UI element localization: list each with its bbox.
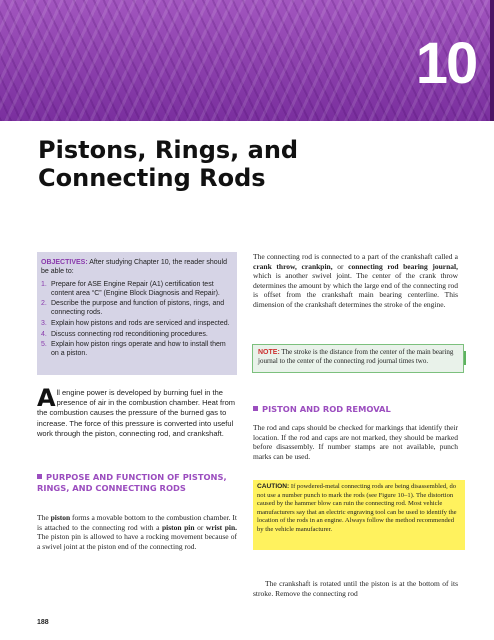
caution-label: CAUTION: bbox=[257, 483, 290, 490]
section-heading-text: PISTON AND ROD REMOVAL bbox=[262, 404, 391, 414]
section-heading-purpose bbox=[37, 472, 237, 493]
objectives-lead-text: After studying Chapter 10, the reader should be able to: bbox=[41, 259, 228, 275]
text-run: forms a movable bottom to the combustion chamber. It is attached to the connecting rod with a bbox=[37, 513, 237, 532]
objective-text: Describe the purpose and function of pistons, rings, and connecting rods. bbox=[51, 300, 225, 316]
objective-item bbox=[41, 341, 235, 358]
objective-text: Prepare for ASE Engine Repair (A1) certification test content area “C” (Engine Block Diagnosis and Repair). bbox=[51, 281, 220, 297]
text-run: The bbox=[37, 513, 51, 522]
body-paragraph-markings: The rod and caps should be checked for markings that identify their location. If the rod and caps are not marked, they should be marked before disassembly. If number stamps are not available, punch marks can be used. bbox=[253, 423, 458, 461]
drop-cap: A bbox=[37, 384, 56, 412]
body-paragraph-piston bbox=[37, 513, 237, 551]
objective-item bbox=[41, 300, 235, 317]
intro-paragraph bbox=[37, 384, 237, 439]
objectives-box bbox=[37, 252, 237, 375]
term-crank-throw: crank throw, crankpin, bbox=[253, 261, 333, 271]
banner-edge bbox=[490, 0, 494, 121]
objective-text: Explain how pistons and rods are serviced and inspected. bbox=[51, 319, 230, 327]
text-run: The connecting rod is connected to a part of the crankshaft called a bbox=[253, 252, 458, 261]
objective-text: Discuss connecting rod reconditioning procedures. bbox=[51, 330, 208, 338]
note-box bbox=[252, 344, 464, 373]
section-heading-text: PURPOSE AND FUNCTION OF PISTONS, RINGS, AND CONNECTING RODS bbox=[37, 472, 227, 493]
intro-text: ll engine power is developed by burning fuel in the presence of air in the combustion chamber. Heat from the combustion causes the pressure of the burned gas to increase. The force of this pressure is converted into useful work through the piston, connecting rod, and crankshaft. bbox=[37, 388, 235, 438]
caution-box bbox=[253, 480, 465, 550]
objective-number: 1. bbox=[41, 281, 47, 288]
caution-text: If powdered-metal connecting rods are being disassembled, do not use a number punch to mark the rods (see Figure 10–1). The distortion caused by the hammer blow can ruin the connecting rod. Most vehicle manufacturers say that an electric engraving tool can be used to identify the location of the rods in an engine. Always follow the method recommended by the vehicle manufacturer. bbox=[257, 483, 457, 533]
note-label: NOTE: bbox=[258, 349, 280, 356]
objectives-label: OBJECTIVES: bbox=[41, 259, 88, 266]
objective-number: 3. bbox=[41, 319, 47, 327]
objective-number: 4. bbox=[41, 330, 47, 338]
text-run: The piston pin is allowed to have a rocking movement because of a swivel joint at the piston end of the connecting rod. bbox=[37, 532, 237, 551]
objective-item bbox=[41, 320, 235, 329]
body-paragraph-rotate: The crankshaft is rotated until the piston is at the bottom of its stroke. Remove the connecting rod bbox=[253, 579, 458, 598]
section-heading-removal bbox=[253, 404, 458, 415]
term-piston-pin: piston pin bbox=[161, 522, 195, 532]
text-run: which is another swivel joint. The center of the crank throw determines the amount by which the large end of the connecting rod is offset from the crankshaft main bearing centerline. This dimension of the crankshaft determines the stroke of the engine. bbox=[253, 271, 458, 309]
objective-number: 2. bbox=[41, 300, 47, 308]
objective-number: 5. bbox=[41, 341, 47, 349]
chapter-banner bbox=[0, 0, 494, 121]
term-piston: piston bbox=[50, 513, 71, 522]
text-run: or bbox=[194, 522, 206, 532]
objective-item bbox=[41, 331, 235, 340]
note-text: The stroke is the distance from the center of the main bearing journal to the center of the connecting rod journal times two. bbox=[258, 348, 454, 365]
term-wrist-pin: wrist pin. bbox=[205, 522, 238, 532]
objective-text: Explain how piston rings operate and how to install them on a piston. bbox=[51, 341, 226, 357]
page-number: 188 bbox=[37, 619, 49, 626]
term-rod-journal: connecting rod bearing journal, bbox=[348, 261, 458, 271]
objectives-list bbox=[41, 281, 235, 361]
chapter-title: Pistons, Rings, and Connecting Rods bbox=[38, 136, 299, 192]
note-accent bbox=[464, 351, 466, 365]
chapter-number: 10 bbox=[415, 31, 477, 96]
body-paragraph-crank bbox=[253, 252, 458, 309]
text-run: or bbox=[332, 261, 349, 271]
heading-bullet-icon bbox=[37, 474, 42, 479]
objectives-lead bbox=[41, 258, 235, 276]
objective-item bbox=[41, 281, 235, 298]
heading-bullet-icon bbox=[253, 406, 258, 411]
